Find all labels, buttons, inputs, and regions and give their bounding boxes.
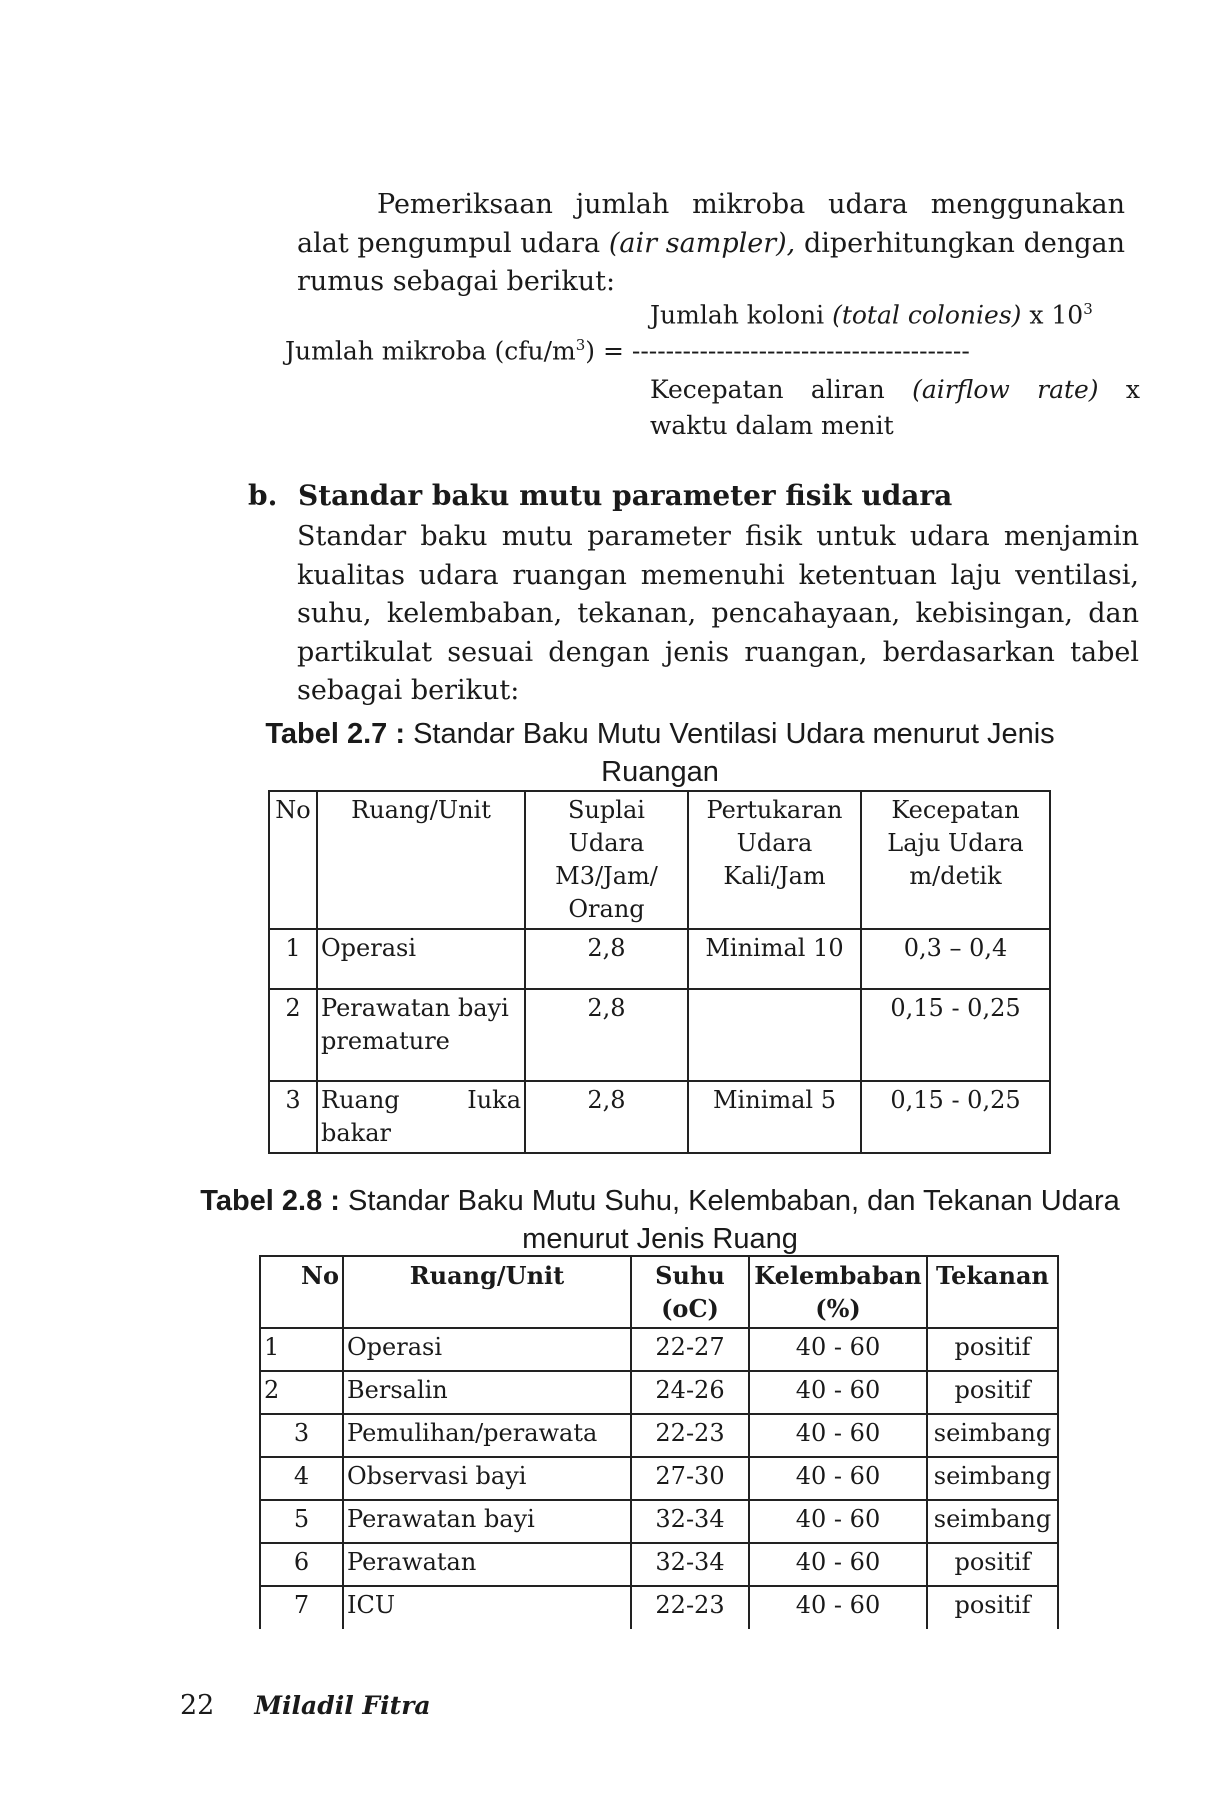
table-cell: 22-27 — [631, 1328, 749, 1371]
table1-caption-text: Standar Baku Mutu Ventilasi Udara menurut Jenis Ruangan — [405, 718, 1055, 788]
formula-lhs — [285, 336, 970, 365]
table-row — [269, 989, 1050, 1081]
table-cell: 32-34 — [631, 1500, 749, 1543]
table1-caption — [220, 715, 1100, 791]
table-cell: Perawatan bayi premature — [317, 989, 525, 1081]
section-heading — [248, 479, 952, 512]
table-ventilation — [268, 790, 1051, 1154]
numerator-text: Jumlah koloni — [650, 300, 833, 330]
table-cell: 1 — [269, 929, 317, 989]
table-cell: 3 — [269, 1081, 317, 1153]
table-cell: seimbang — [927, 1500, 1058, 1543]
numerator-italic: (total colonies) — [832, 300, 1022, 330]
table2-header: Tekanan — [927, 1256, 1058, 1328]
table-cell: 2 — [269, 989, 317, 1081]
page-footer — [180, 1690, 431, 1721]
table-cell: 40 - 60 — [749, 1414, 927, 1457]
table-cell: 3 — [260, 1414, 343, 1457]
table1-header: Suplai Udara M3/Jam/ Orang — [525, 791, 688, 929]
page-number: 22 — [180, 1690, 215, 1721]
table-cell: Operasi — [343, 1328, 631, 1371]
intro-paragraph — [297, 186, 1125, 302]
section-label: b. — [248, 479, 278, 512]
table-cell: 22-23 — [631, 1586, 749, 1629]
table-cell: Observasi bayi — [343, 1457, 631, 1500]
table-cell: positif — [927, 1328, 1058, 1371]
intro-text-2: diperhitungkan dengan rumus sebagai berikut: — [297, 227, 1125, 297]
table-cell: seimbang — [927, 1457, 1058, 1500]
section-body: Standar baku mutu parameter fisik untuk udara menjamin kualitas udara ruangan memenuhi ketentuan laju ventilasi, suhu, kelembaban, tekanan, pencahayaan, kebisingan, dan partikulat sesuai dengan jenis ruangan, berdasarkan tabel sebagai berikut: — [297, 521, 1139, 706]
table2-caption-label: Tabel 2.8 : — [200, 1185, 340, 1217]
table-cell: 5 — [260, 1500, 343, 1543]
table-row — [260, 1371, 1058, 1414]
table-cell: Minimal 5 — [688, 1081, 861, 1153]
table-cell: ICU — [343, 1586, 631, 1629]
table-cell: Perawatan — [343, 1543, 631, 1586]
table1-header: No — [269, 791, 317, 929]
table-cell: 32-34 — [631, 1543, 749, 1586]
table2-caption-text: Standar Baku Mutu Suhu, Kelembaban, dan Tekanan Udara menurut Jenis Ruang — [339, 1185, 1120, 1255]
table-cell: 2,8 — [525, 929, 688, 989]
table-cell: 6 — [260, 1543, 343, 1586]
table-cell: Perawatan bayi — [343, 1500, 631, 1543]
table1-header: Pertukaran Udara Kali/Jam — [688, 791, 861, 929]
table-cell: 0,15 - 0,25 — [861, 1081, 1050, 1153]
formula-denominator — [650, 372, 1140, 444]
table-cell: 40 - 60 — [749, 1328, 927, 1371]
table2-header: Suhu (oC) — [631, 1256, 749, 1328]
table-cell: 40 - 60 — [749, 1457, 927, 1500]
table2-header: Ruang/Unit — [343, 1256, 631, 1328]
table-cell: 2,8 — [525, 1081, 688, 1153]
table-cell: 0,3 – 0,4 — [861, 929, 1050, 989]
denominator-rest: x waktu dalam menit — [650, 375, 1140, 440]
table1-header-row — [269, 791, 1050, 929]
table-row — [260, 1543, 1058, 1586]
table-row — [260, 1457, 1058, 1500]
table-cell: positif — [927, 1586, 1058, 1629]
formula-numerator — [650, 300, 1093, 329]
table-row — [260, 1500, 1058, 1543]
table-row — [260, 1586, 1058, 1629]
table-cell: Ruang Iuka bakar — [317, 1081, 525, 1153]
table-cell: Pemulihan/perawata — [343, 1414, 631, 1457]
section-title: Standar baku mutu parameter fisik udara — [298, 479, 953, 512]
table-cell: Minimal 10 — [688, 929, 861, 989]
table-cell: 24-26 — [631, 1371, 749, 1414]
table-cell: seimbang — [927, 1414, 1058, 1457]
table-cell: 40 - 60 — [749, 1586, 927, 1629]
intro-text-1: Pemeriksaan jumlah mikroba udara menggunakan alat pengumpul udara — [297, 189, 1125, 259]
table-cell: 2,8 — [525, 989, 688, 1081]
table-cell: Operasi — [317, 929, 525, 989]
table-cell: 40 - 60 — [749, 1543, 927, 1586]
table2-header-row — [260, 1256, 1058, 1328]
table-cell: 4 — [260, 1457, 343, 1500]
table-row — [260, 1414, 1058, 1457]
table1-header: Kecepatan Laju Udara m/detik — [861, 791, 1050, 929]
denominator-italic: (airflow rate) — [912, 375, 1099, 404]
numerator-mult: x 10 — [1021, 300, 1084, 330]
table-cell: 22-23 — [631, 1414, 749, 1457]
table-cell: 40 - 60 — [749, 1500, 927, 1543]
table1-caption-label: Tabel 2.7 : — [265, 718, 406, 750]
table-row — [269, 929, 1050, 989]
table-cell: 7 — [260, 1586, 343, 1629]
lhs-exponent: 3 — [575, 336, 586, 354]
denominator-text: Kecepatan aliran — [650, 375, 913, 404]
lhs-text: Jumlah mikroba (cfu/m — [285, 336, 576, 366]
table2-header: Kelembaban (%) — [749, 1256, 927, 1328]
author-name: Miladil Fitra — [254, 1691, 431, 1720]
table-cell: Bersalin — [343, 1371, 631, 1414]
table-row — [269, 1081, 1050, 1153]
table-cell: positif — [927, 1371, 1058, 1414]
table-cell: 2 — [260, 1371, 343, 1414]
table-cell: 1 — [260, 1328, 343, 1371]
table-cell: 40 - 60 — [749, 1371, 927, 1414]
table1-header: Ruang/Unit — [317, 791, 525, 929]
table-row — [260, 1328, 1058, 1371]
numerator-exponent: 3 — [1083, 300, 1093, 318]
table-temperature — [259, 1255, 1059, 1629]
intro-italic: (air sampler), — [608, 227, 796, 259]
table2-header: No — [260, 1256, 343, 1328]
table-cell — [688, 989, 861, 1081]
table-cell: 27-30 — [631, 1457, 749, 1500]
table-cell: 0,15 - 0,25 — [861, 989, 1050, 1081]
table-cell: positif — [927, 1543, 1058, 1586]
table2-caption — [180, 1182, 1140, 1258]
lhs-fraction-line: ) = ---------------------------------------- — [585, 336, 970, 366]
